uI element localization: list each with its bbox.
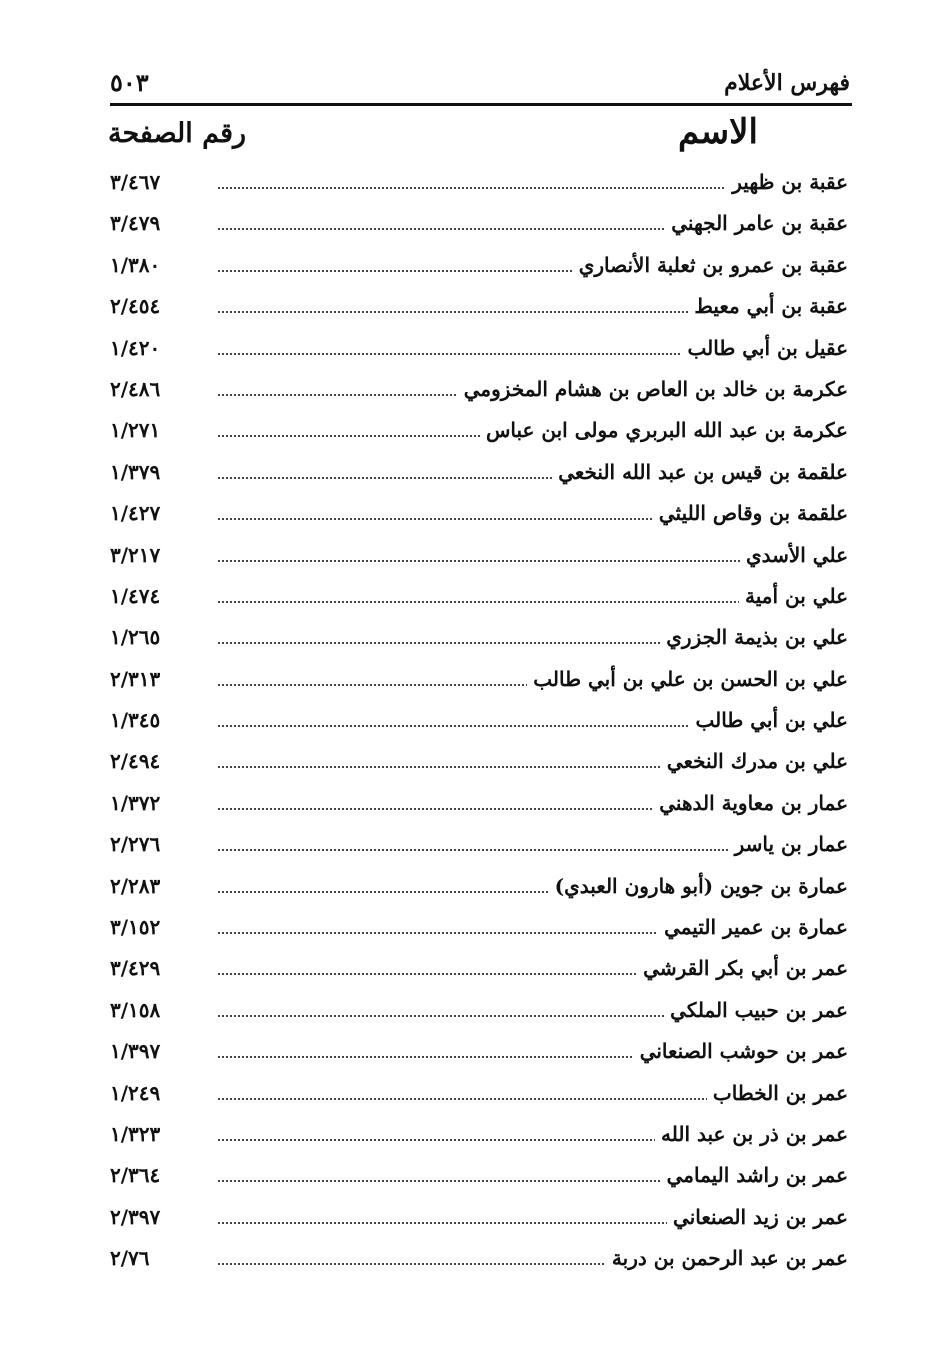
entry-page-ref: ٢/٢٧٦ [110,832,161,857]
index-entry [110,414,848,455]
entry-page-ref: ١/٣٤٥ [110,708,161,733]
index-entry [110,704,848,745]
running-title: فهرس الأعلام [724,70,850,96]
entry-name: علقمة بن وقاص الليثي [653,501,848,525]
entry-name: عقيل بن أبي طالب [682,336,848,360]
entry-page-ref: ٢/٣٦٤ [110,1163,161,1188]
index-entry [110,332,848,373]
entry-name: علي الأسدي [740,543,848,567]
entry-page-ref: ١/٤٢٧ [110,501,161,526]
entry-name: عمارة بن عمير التيمي [658,915,848,939]
entry-page-ref: ٣/٢١٧ [110,542,161,567]
entry-name: علي بن الحسن بن علي بن أبي طالب [527,667,848,691]
entry-name: عمر بن أبي بكر القرشي [637,956,848,980]
index-entry [110,1118,848,1159]
entry-name: عمر بن ذر بن عبد الله [655,1122,848,1146]
index-entry [110,663,848,704]
entry-name: عمر بن زيد الصنعاني [667,1205,848,1229]
entry-page-ref: ٢/٤٨٦ [110,376,161,401]
name-column-heading: الاسم [678,112,758,152]
index-entry [110,1035,848,1076]
running-header [110,64,850,104]
entry-page-ref: ٢/٣١٣ [110,666,161,691]
entry-page-ref: ١/٢٤٩ [110,1080,161,1105]
header-rule [110,103,852,106]
entry-name: عقبة بن ظهير [726,170,848,194]
entry-page-ref: ٢/٢٨٣ [110,873,161,898]
index-entry [110,290,848,331]
index-entry [110,1201,848,1242]
index-entry [110,580,848,621]
entry-page-ref: ٢/٤٥٤ [110,294,161,319]
index-entry [110,249,848,290]
entry-page-ref: ١/٣٨٠ [110,252,161,277]
index-entry [110,456,848,497]
entry-name: علي بن أمية [739,584,848,608]
entry-page-ref: ١/٤٧٤ [110,583,161,608]
entry-page-ref: ١/٣٧٩ [110,459,161,484]
entry-page-ref: ١/٢٧١ [110,418,161,443]
entry-name: علي بن مدرك النخعي [661,749,848,773]
page-number: ٥٠٣ [110,68,149,97]
index-entry [110,207,848,248]
entry-name: عقبة بن عمرو بن ثعلبة الأنصاري [573,253,848,277]
entry-name: عمر بن الخطاب [707,1081,848,1105]
entry-name: عمر بن راشد اليمامي [661,1163,848,1187]
index-entry-list [110,166,848,1284]
entry-name: علقمة بن قيس بن عبد الله النخعي [552,460,848,484]
entry-name: عكرمة بن عبد الله البربري مولى ابن عباس [480,418,848,442]
index-entry [110,994,848,1035]
column-headings [108,112,758,162]
entry-page-ref: ٢/٧٦ [110,1246,150,1271]
entry-name: عقبة بن عامر الجهني [665,211,848,235]
entry-name: عمر بن حبيب الملكي [664,998,848,1022]
entry-name: عمار بن معاوية الدهني [653,791,848,815]
page-column-heading: رقم الصفحة [108,118,247,149]
entry-name: عمار بن ياسر [729,832,848,856]
index-entry [110,870,848,911]
entry-page-ref: ١/٣٧٢ [110,790,161,815]
index-entry [110,621,848,662]
entry-page-ref: ١/٣٢٣ [110,1121,161,1146]
entry-page-ref: ٣/٤٦٧ [110,170,161,194]
index-entry [110,952,848,993]
index-entry [110,911,848,952]
entry-page-ref: ٣/٤٧٩ [110,211,161,236]
entry-name: علي بن بذيمة الجزري [660,625,848,649]
index-entry [110,373,848,414]
index-entry [110,539,848,580]
entry-name: عكرمة بن خالد بن العاص بن هشام المخزومي [458,377,848,401]
entry-name: عمر بن حوشب الصنعاني [634,1039,848,1063]
entry-page-ref: ١/٤٢٠ [110,335,161,360]
entry-page-ref: ٣/٤٢٩ [110,956,161,981]
index-entry [110,828,848,869]
entry-name: عقبة بن أبي معيط [688,294,848,318]
index-entry [110,1159,848,1200]
index-entry [110,1242,848,1283]
index-entry [110,166,848,207]
entry-name: علي بن أبي طالب [690,708,848,732]
index-entry [110,1077,848,1118]
index-entry [110,787,848,828]
entry-page-ref: ١/٣٩٧ [110,1039,161,1064]
index-entry [110,497,848,538]
index-entry [110,745,848,786]
entry-page-ref: ٣/١٥٨ [110,997,161,1022]
entry-page-ref: ٣/١٥٢ [110,915,161,940]
entry-name: عمر بن عبد الرحمن بن دربة [606,1246,848,1270]
entry-page-ref: ١/٢٦٥ [110,625,161,650]
entry-name: عمارة بن جوين (أبو هارون العبدي) [549,874,848,898]
entry-page-ref: ٢/٤٩٤ [110,749,161,774]
entry-page-ref: ٢/٣٩٧ [110,1204,161,1229]
